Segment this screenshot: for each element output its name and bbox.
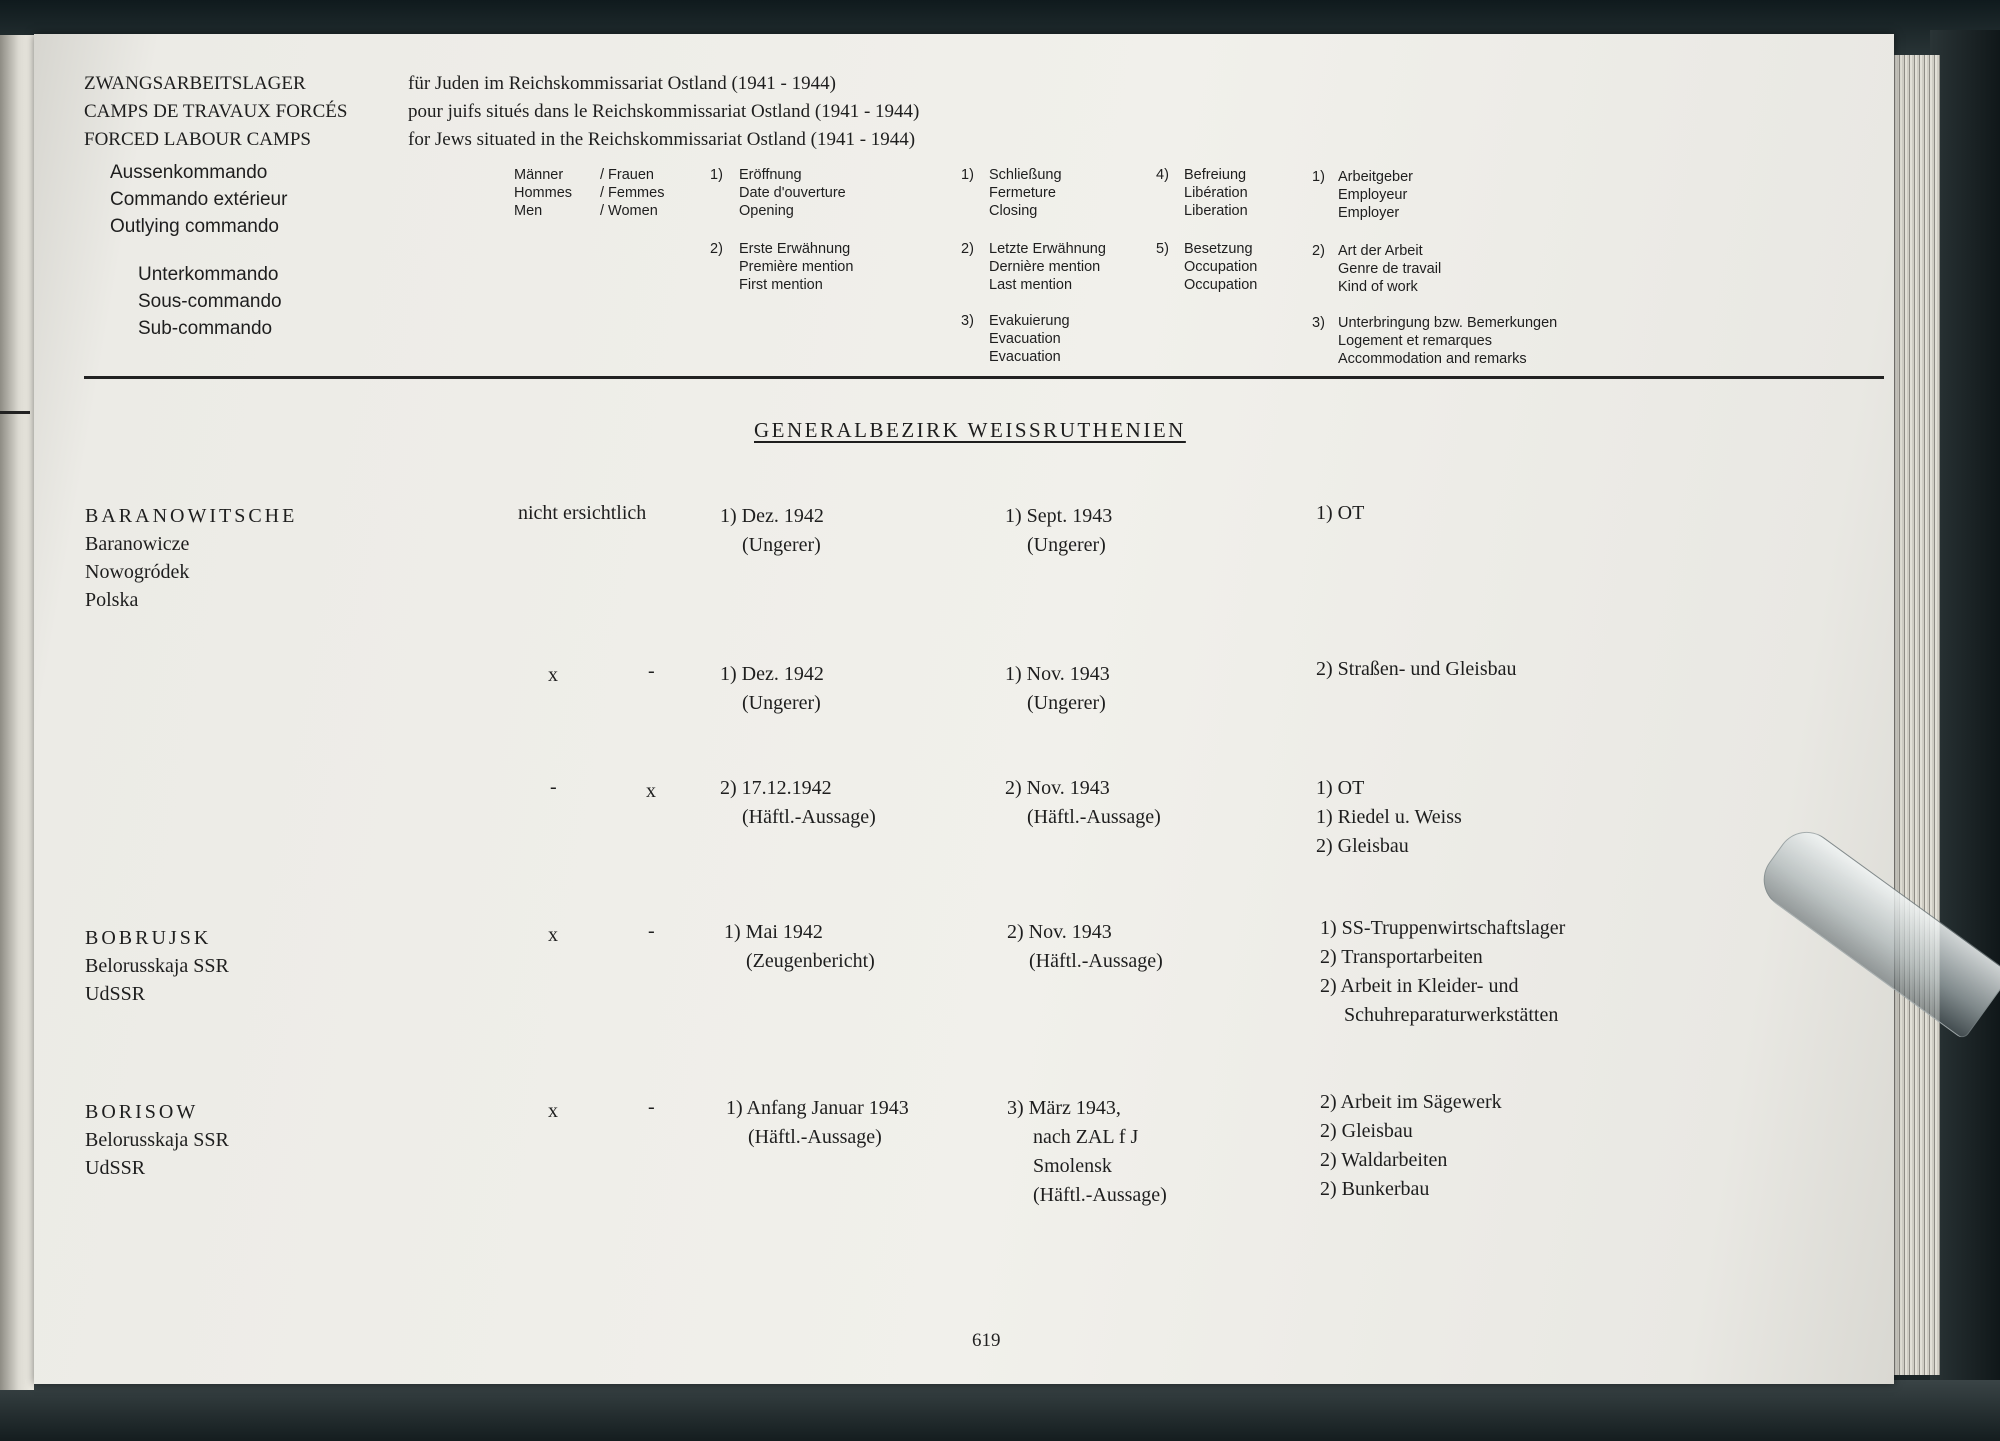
opening-cell: 1) Dez. 1942 (Ungerer)	[720, 663, 824, 714]
legend-employer: Arbeitgeber Employeur Employer	[1338, 169, 1413, 221]
opening-cell: 2) 17.12.1942 (Häftl.-Aussage)	[720, 777, 876, 828]
legend-evacuation: Evakuierung Evacuation Evacuation	[989, 313, 1070, 365]
men-value: x	[548, 1100, 558, 1122]
header-titles	[84, 70, 347, 154]
legend-closing: Schließung Fermeture Closing	[989, 167, 1062, 219]
header-subtitles	[408, 70, 919, 154]
remarks-cell: 1) SS-Truppenwirtschaftslager 2) Transportarbeiten 2) Arbeit in Kleider- und Schuhreparaturwerkstätten	[1320, 917, 1566, 1026]
closing-cell: 2) Nov. 1943 (Häftl.-Aussage)	[1005, 777, 1161, 828]
women-value: -	[648, 1096, 655, 1118]
place-bobrujsk: BOBRUJSK Belorusskaja SSR UdSSR	[85, 927, 229, 1005]
men-value: -	[550, 776, 557, 798]
legend-liberation-num: 4)	[1156, 167, 1169, 183]
closing-cell: 1) Nov. 1943 (Ungerer)	[1005, 663, 1110, 714]
book-page	[34, 34, 1894, 1384]
legend-evac-num: 3)	[961, 313, 974, 329]
men-women-value: nicht ersichtlich	[518, 502, 647, 524]
background-right	[1930, 30, 2000, 1441]
women-value: -	[648, 920, 655, 942]
remarks-cell: 2) Straßen- und Gleisbau	[1316, 658, 1517, 680]
legend-kind-of-work: Art der Arbeit Genre de travail Kind of work	[1338, 243, 1442, 295]
title-de: ZWANGSARBEITSLAGER	[84, 73, 306, 94]
header-rule	[84, 376, 1884, 379]
legend-closing-num: 1)	[961, 167, 974, 183]
legend-opening: Eröffnung Date d'ouverture Opening	[739, 167, 846, 219]
legend-women: / Frauen / Femmes / Women	[600, 167, 665, 219]
legend-first-num: 2)	[710, 241, 723, 257]
closing-cell: 1) Sept. 1943 (Ungerer)	[1005, 505, 1113, 556]
legend-last-mention: Letzte Erwähnung Dernière mention Last mention	[989, 241, 1106, 293]
legend-liberation: Befreiung Libération Liberation	[1184, 167, 1248, 219]
sub-commando-label: Unterkommando Sous-commando Sub-commando	[138, 264, 282, 339]
title-en: FORCED LABOUR CAMPS	[84, 129, 311, 150]
men-value: x	[548, 664, 558, 686]
remarks-cell: 1) OT	[1316, 502, 1365, 524]
women-value: x	[646, 780, 656, 802]
closing-cell: 2) Nov. 1943 (Häftl.-Aussage)	[1007, 921, 1163, 972]
legend-work-num: 2)	[1312, 243, 1325, 259]
opening-cell: 1) Mai 1942 (Zeugenbericht)	[724, 921, 875, 972]
place-borisow: BORISOW Belorusskaja SSR UdSSR	[85, 1101, 229, 1179]
legend-opening-num: 1)	[710, 167, 723, 183]
opening-cell: 1) Dez. 1942 (Ungerer)	[720, 505, 824, 556]
women-value: -	[648, 660, 655, 682]
left-page-edge	[0, 35, 34, 1390]
legend-accommodation: Unterbringung bzw. Bemerkungen Logement et remarques Accommodation and remarks	[1338, 315, 1558, 367]
closing-cell: 3) März 1943, nach ZAL f J Smolensk (Häftl.-Aussage)	[1007, 1097, 1167, 1206]
background-bottom	[0, 1380, 2000, 1441]
legend-occupation: Besetzung Occupation Occupation	[1184, 241, 1258, 293]
page-edges	[1892, 55, 1940, 1375]
page-number: 619	[972, 1330, 1001, 1351]
legend-first-mention: Erste Erwähnung Première mention First mention	[739, 241, 854, 293]
subtitle-fr: pour juifs situés dans le Reichskommissariat Ostland (1941 - 1944)	[408, 101, 920, 122]
legend-occupation-num: 5)	[1156, 241, 1169, 257]
remarks-cell: 2) Arbeit im Sägewerk 2) Gleisbau 2) Waldarbeiten 2) Bunkerbau	[1320, 1091, 1502, 1200]
subtitle-en: for Jews situated in the Reichskommissariat Ostland (1941 - 1944)	[408, 129, 916, 150]
place-baranowitsche: BARANOWITSCHE Baranowicze Nowogródek Polska	[85, 505, 298, 611]
legend-accom-num: 3)	[1312, 315, 1325, 331]
opening-cell: 1) Anfang Januar 1943 (Häftl.-Aussage)	[726, 1097, 909, 1148]
legend-men: Männer Hommes Men	[514, 167, 573, 219]
legend-employer-num: 1)	[1312, 169, 1325, 185]
outlying-commando-label: Aussenkommando Commando extérieur Outlying commando	[110, 162, 288, 237]
subtitle-de: für Juden im Reichskommissariat Ostland (1941 - 1944)	[408, 73, 836, 94]
legend-last-num: 2)	[961, 241, 974, 257]
men-value: x	[548, 924, 558, 946]
section-title: GENERALBEZIRK WEISSRUTHENIEN	[754, 418, 1186, 442]
title-fr: CAMPS DE TRAVAUX FORCÉS	[84, 101, 348, 122]
remarks-cell: 1) OT 1) Riedel u. Weiss 2) Gleisbau	[1316, 777, 1462, 857]
